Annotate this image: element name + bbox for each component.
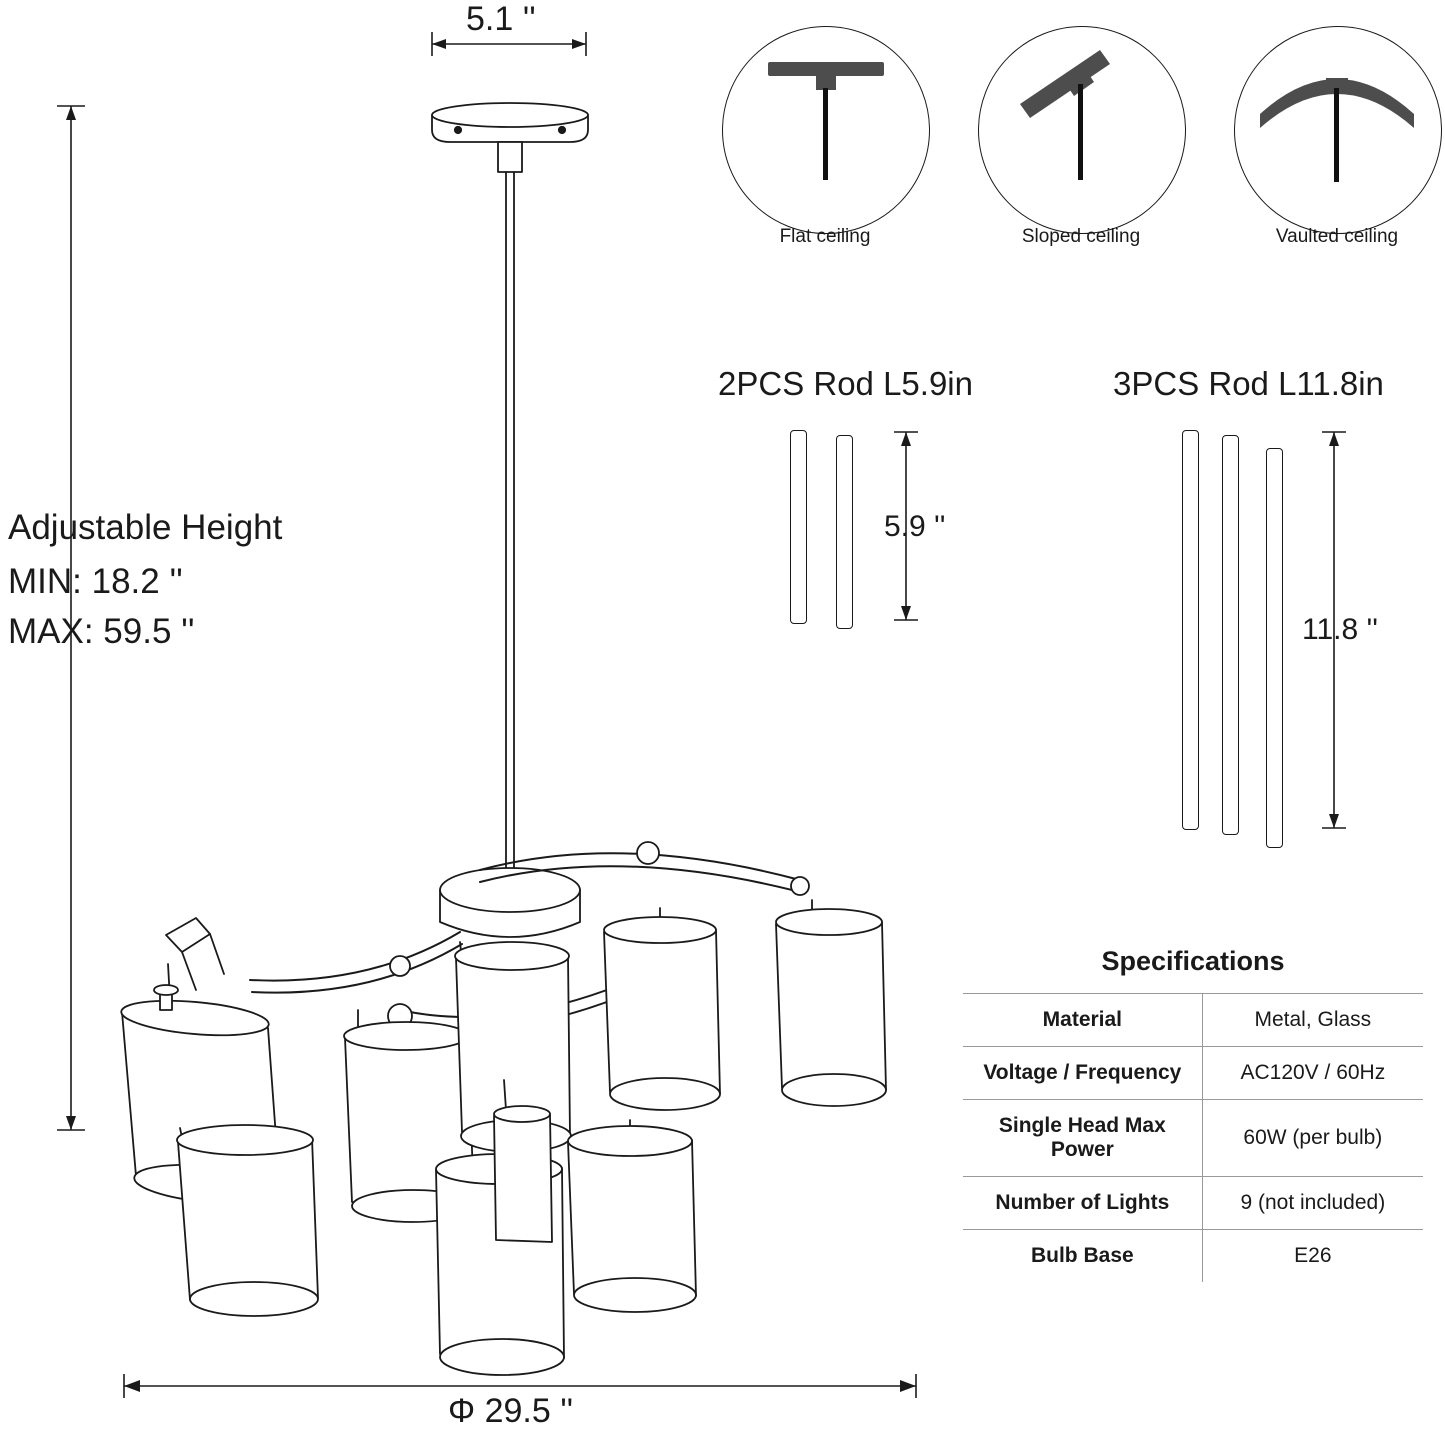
- rod-group-2-length-label: 11.8 '': [1302, 613, 1378, 646]
- rod-group-2-title: 3PCS Rod L11.8in: [1113, 365, 1384, 402]
- height-max-label: MAX: 59.5 '': [8, 612, 195, 651]
- height-min-label: MIN: 18.2 '': [8, 562, 183, 601]
- rod-long-2: [1222, 435, 1239, 835]
- rod-short-1: [790, 430, 807, 624]
- rod-group-1-length-label: 5.9 '': [884, 510, 946, 543]
- spec-value-material: Metal, Glass: [1202, 994, 1423, 1047]
- canopy-diameter-label: 5.1 '': [466, 0, 536, 38]
- spec-value-single-head-max-power: 60W (per bulb): [1202, 1100, 1423, 1177]
- rod-long-1: [1182, 430, 1199, 830]
- table-row: [963, 994, 1423, 1047]
- vaulted-ceiling-label: Vaulted ceiling: [1275, 226, 1399, 247]
- specifications-table: [963, 930, 1423, 1282]
- spec-value-voltage-frequency: AC120V / 60Hz: [1202, 1047, 1423, 1100]
- spec-key-material: Material: [963, 994, 1202, 1047]
- table-row: [963, 1230, 1423, 1283]
- specifications-title: Specifications: [963, 930, 1423, 994]
- flat-ceiling-label: Flat ceiling: [779, 226, 871, 247]
- fixture-diameter-label: Φ 29.5 '': [448, 1392, 574, 1430]
- table-row: [963, 1100, 1423, 1177]
- spec-value-bulb-base: E26: [1202, 1230, 1423, 1283]
- spec-key-voltage-frequency: Voltage / Frequency: [963, 1047, 1202, 1100]
- table-row: [963, 1177, 1423, 1230]
- rod-group-1-title: 2PCS Rod L5.9in: [718, 365, 973, 402]
- spec-key-single-head-max-power: Single Head Max Power: [963, 1100, 1202, 1177]
- spec-value-number-of-lights: 9 (not included): [1202, 1177, 1423, 1230]
- spec-key-bulb-base: Bulb Base: [963, 1230, 1202, 1283]
- table-row: [963, 1047, 1423, 1100]
- table-header-row: [963, 930, 1423, 994]
- rod-long-3: [1266, 448, 1283, 848]
- rod-short-2: [836, 435, 853, 629]
- chandelier-drawing: [100, 80, 950, 1400]
- spec-key-number-of-lights: Number of Lights: [963, 1177, 1202, 1230]
- adjustable-height-title: Adjustable Height: [8, 508, 283, 547]
- sloped-ceiling-label: Sloped ceiling: [1021, 226, 1141, 247]
